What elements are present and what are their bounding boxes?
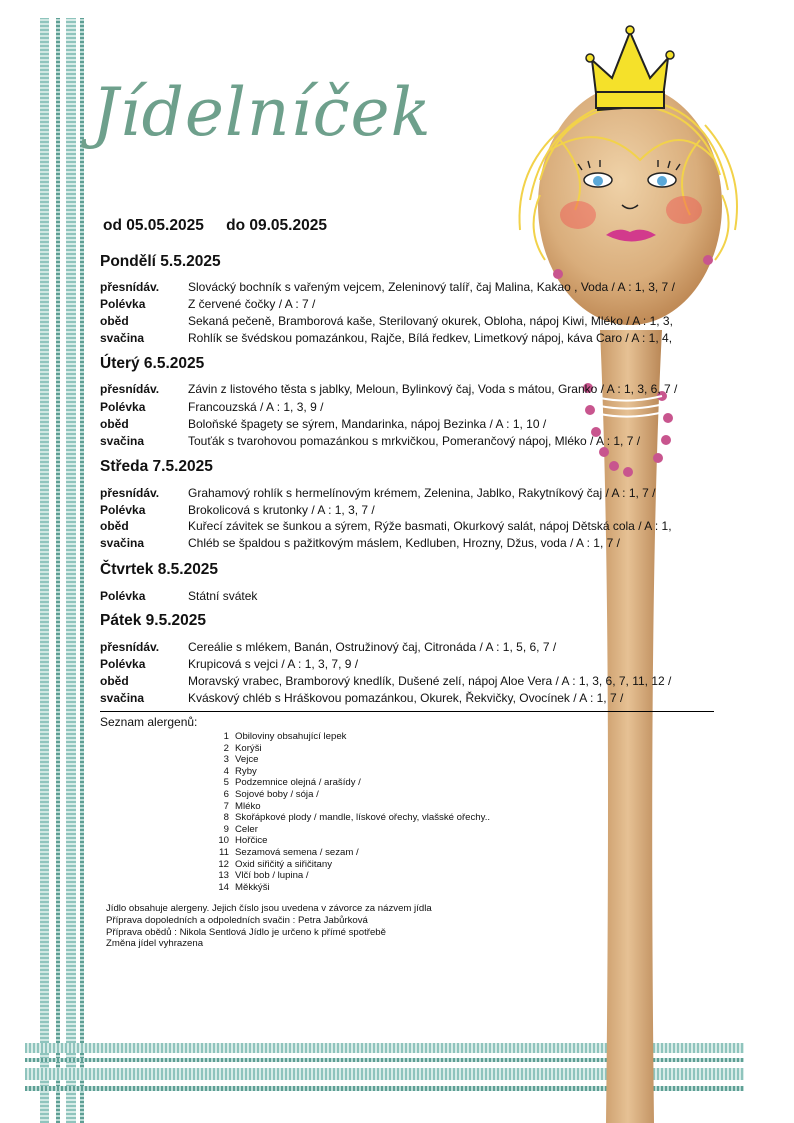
crown-jewel-icon — [626, 26, 634, 34]
allergen-item — [205, 789, 490, 801]
meal-label: oběd — [100, 519, 129, 533]
meal-text: Kuřecí závitek se šunkou a sýrem, Rýže basmati, Okurkový salát, nápoj Dětská cola / A : 1, — [188, 519, 672, 533]
allergen-name: Hořčice — [235, 835, 268, 847]
meal-label: Polévka — [100, 657, 146, 671]
meal-label: svačina — [100, 536, 145, 550]
allergen-name: Vejce — [235, 754, 259, 766]
allergen-item — [205, 766, 490, 778]
meal-text: Touťák s tvarohovou pomazánkou s mrkvičkou, Pomerančový nápoj, Mléko / A : 1, 7 / — [188, 434, 641, 448]
allergen-item — [205, 731, 490, 743]
meal-label: oběd — [100, 314, 129, 328]
meal-text: Krupicová s vejci / A : 1, 3, 7, 9 / — [188, 657, 359, 671]
meal-label: svačina — [100, 434, 145, 448]
allergen-name: Měkkýši — [235, 881, 270, 893]
crown-band — [596, 92, 664, 108]
allergen-number: 8 — [223, 812, 229, 824]
allergen-item — [205, 835, 490, 847]
allergen-number: 13 — [218, 870, 229, 882]
allergen-item — [205, 812, 490, 824]
meal-label: Polévka — [100, 503, 146, 517]
day-heading: Úterý 6.5.2025 — [100, 355, 205, 372]
meal-label: přesnídáv. — [100, 280, 160, 294]
day-heading: Čtvrtek 8.5.2025 — [100, 561, 219, 578]
allergen-name: Sojové boby / sója / — [235, 788, 319, 800]
allergen-name: Korýši — [235, 742, 262, 754]
meal-label: přesnídáv. — [100, 382, 160, 396]
meal-text: Grahamový rohlík s hermelínovým krémem, Zelenina, Jablko, Rakytníkový čaj / A : 1, 7 / — [188, 486, 656, 500]
date-to: do 09.05.2025 — [226, 217, 327, 234]
meal-label: Polévka — [100, 400, 146, 414]
meal-label: přesnídáv. — [100, 640, 160, 654]
crown-jewel-icon — [586, 54, 594, 62]
allergen-name: Obiloviny obsahující lepek — [235, 731, 347, 742]
allergen-number: 5 — [223, 777, 229, 789]
meal-label: svačina — [100, 331, 145, 345]
allergen-item — [205, 870, 490, 882]
meal-text: Cereálie s mlékem, Banán, Ostružinový čaj, Citronáda / A : 1, 5, 6, 7 / — [188, 640, 557, 654]
allergen-number: 10 — [218, 835, 229, 847]
allergen-name: Podzemnice olejná / arašídy / — [235, 777, 361, 789]
meal-text: Rohlík se švédskou pomazánkou, Rajče, Bílá ředkev, Limetkový nápoj, káva Caro / A : 1, 4, — [188, 331, 673, 345]
allergen-item — [205, 801, 490, 813]
meal-label: přesnídáv. — [100, 486, 160, 500]
day-heading: Pátek 9.5.2025 — [100, 612, 207, 629]
allergen-number: 12 — [218, 858, 229, 870]
meal-label: oběd — [100, 417, 129, 431]
day-heading: Pondělí 5.5.2025 — [100, 253, 221, 270]
allergen-number: 3 — [223, 754, 229, 766]
meal-text: Slovácký bochník s vařeným vejcem, Zeleninový talíř, čaj Malina, Kakao , Voda / A : 1, 3, 7 / — [188, 280, 675, 294]
allergen-number: 4 — [223, 765, 229, 777]
meal-text: Moravský vrabec, Bramborový knedlík, Dušené zelí, nápoj Aloe Vera / A : 1, 3, 6, 7, 11, 12 / — [188, 674, 672, 688]
allergen-name: Sezamová semena / sezam / — [235, 846, 359, 858]
meal-label: Polévka — [100, 589, 146, 603]
note-line: Příprava dopoledních a odpoledních svačin : Petra Jabůrková — [106, 914, 368, 926]
allergen-name: Vlčí bob / lupina / — [235, 870, 309, 882]
meal-text: Boloňské špagety se sýrem, Mandarinka, nápoj Bezinka / A : 1, 10 / — [188, 417, 547, 431]
divider — [100, 711, 714, 712]
meal-text: Z červené čočky / A : 7 / — [188, 297, 316, 311]
date-from: od 05.05.2025 — [103, 217, 204, 234]
allergen-item — [205, 777, 490, 789]
allergen-number: 2 — [223, 742, 229, 754]
meal-text: Brokolicová s krutonky / A : 1, 3, 7 / — [188, 503, 375, 517]
meal-text: Francouzská / A : 1, 3, 9 / — [188, 400, 324, 414]
footer-notes — [106, 903, 432, 950]
note-line: Změna jídel vyhrazena — [106, 938, 204, 950]
allergen-list — [205, 731, 490, 893]
allergen-number: 14 — [218, 881, 229, 893]
meal-label: Polévka — [100, 297, 146, 311]
allergen-number: 6 — [223, 788, 229, 800]
meal-text: Státní svátek — [188, 589, 258, 603]
meal-text: Kváskový chléb s Hráškovou pomazánkou, Okurek, Řekvičky, Ovocínek / A : 1, 7 / — [188, 691, 624, 705]
page-title: Jídelníček — [92, 74, 432, 151]
allergen-item — [205, 824, 490, 836]
allergen-name: Celer — [235, 823, 258, 835]
spoon-handle — [600, 330, 662, 1123]
note-line: Jídlo obsahuje alergeny. Jejich číslo jsou uvedena v závorce za názvem jídla — [106, 903, 432, 914]
day-heading: Středa 7.5.2025 — [100, 458, 213, 475]
allergen-number: 11 — [219, 846, 229, 858]
meal-label: svačina — [100, 691, 145, 705]
crown-jewel-icon — [666, 51, 674, 59]
date-range — [103, 217, 327, 235]
allergens-heading: Seznam alergenů: — [100, 715, 198, 729]
allergen-item — [205, 743, 490, 755]
allergen-name: Oxid siřičitý a siřičitany — [235, 858, 333, 870]
meal-text: Sekaná pečeně, Bramborová kaše, Sterilovaný okurek, Obloha, nápoj Kiwi, Mléko / A : 1, 3, — [188, 314, 673, 328]
allergen-number: 9 — [223, 823, 229, 835]
allergen-item — [205, 754, 490, 766]
allergen-item — [205, 847, 490, 859]
meal-label: oběd — [100, 674, 129, 688]
allergen-item — [205, 859, 490, 871]
note-line: Příprava obědů : Nikola Sentlová Jídlo je určeno k přímé spotřebě — [106, 926, 386, 938]
meal-text: Chléb se špaldou s pažitkovým máslem, Kedluben, Hrozny, Džus, voda / A : 1, 7 / — [188, 536, 620, 550]
allergen-name: Ryby — [235, 765, 257, 777]
allergen-name: Skořápkové plody / mandle, lískové ořechy, vlašské ořechy.. — [235, 812, 491, 824]
allergen-name: Mléko — [235, 800, 261, 812]
allergen-item — [205, 882, 490, 894]
allergen-number: 1 — [223, 731, 229, 742]
meal-text: Závin z listového těsta s jablky, Meloun, Bylinkový čaj, Voda s mátou, Granko / A : 1, 3, 6, 7 / — [188, 382, 678, 396]
allergen-number: 7 — [223, 800, 229, 812]
